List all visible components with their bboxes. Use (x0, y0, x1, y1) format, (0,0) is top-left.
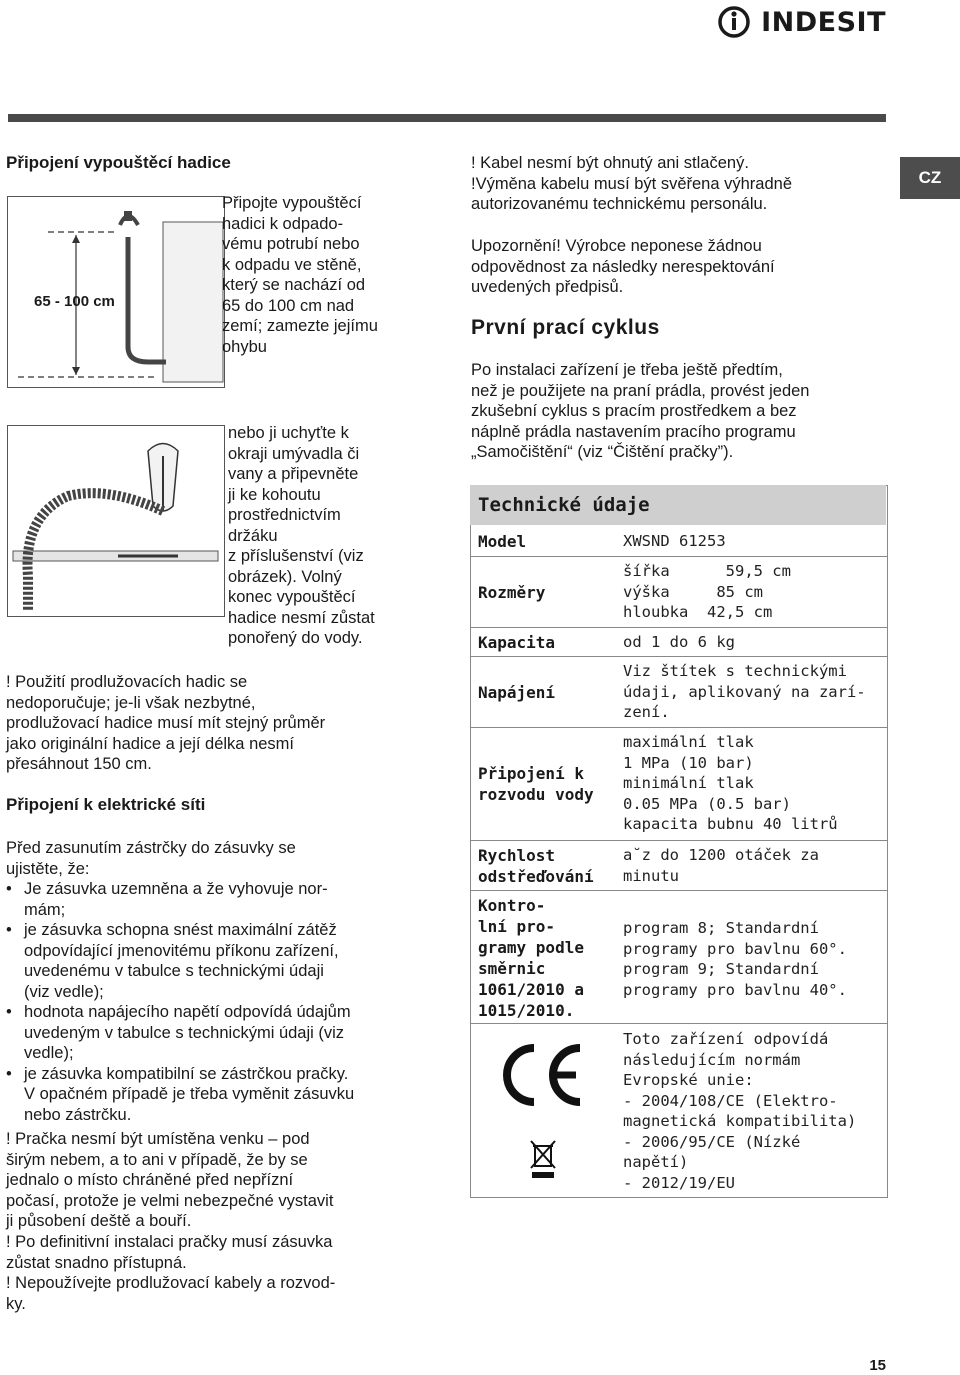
row-value-model: XWSND 61253 (623, 532, 726, 550)
checklist-item: • je zásuvka kompatibilní se zástrčkou pračky. V opačném případě je třeba vyměnit zásuvku nebo zástrčku. (6, 1064, 446, 1126)
row-label-test-programs: Kontro- lní pro- gramy podle směrnic 1061/2010 a 1015/2010. (478, 896, 584, 1020)
weee-bin-icon (528, 1138, 558, 1180)
drain-instructions-1: Připojte vypouštěcí hadici k odpado- vému potrubí nebo k odpadu ve stěně, který se nachází od 65 do 100 cm nad zemí; zamezte jejímu ohybu (222, 194, 378, 356)
extension-hose-warning: ! Použití prodlužovacích hadic se nedoporučuje; je-li však nezbytné, prodlužovací hadice musí mít stejný průměr jako originální hadice a její délka nesmí přesáhnout 150 cm. (6, 673, 326, 773)
header-divider (8, 114, 886, 122)
first-cycle-text: Po instalaci zařízení je třeba ještě předtím, než je použijete na praní prádla, provést jeden zkušební cyklus s pracím prostředkem a bez náplně prádla nastavením pracího programu „Samočištění“ (viz “Čištění pračky”). (471, 361, 810, 461)
row-value-test-programs: program 8; Standardní programy pro bavlnu 60°. program 9; Standardní programy pro bavlnu 40°. (623, 919, 847, 999)
row-divider (470, 840, 887, 841)
row-value-water: maximální tlak 1 MPa (10 bar) minimální tlak 0.05 MPa (0.5 bar) kapacita bubnu 40 litrů (623, 733, 838, 833)
liability-notice: Upozornění! Výrobce neponese žádnou odpovědnost za následky nerespektování uvedených předpisů. (471, 237, 775, 296)
technical-data-title: Technické údaje (478, 494, 650, 516)
row-value-power: Viz štítek s technickými údaji, aplikovaný na zarí- zení. (623, 662, 866, 721)
indesit-logo-icon (717, 5, 755, 39)
cable-warning: ! Kabel nesmí být ohnutý ani stlačený. !Výměna kabelu musí být svěřena výhradně autorizovanému technickému personálu. (471, 154, 793, 213)
first-cycle-title: První prací cyklus (471, 316, 660, 339)
row-divider (470, 890, 887, 891)
row-label-water: Připojení k rozvodu vody (478, 764, 594, 804)
ce-mark-icon (496, 1040, 586, 1110)
height-range-label: 65 - 100 cm (34, 293, 115, 310)
row-label-power: Napájení (478, 683, 556, 702)
row-value-capacity: od 1 do 6 kg (623, 633, 735, 651)
brand-name: INDESIT (761, 6, 886, 38)
row-divider (470, 656, 887, 657)
electrical-section-title: Připojení k elektrické síti (6, 795, 206, 814)
drain-height-figure (7, 196, 225, 388)
extension-cable-warning: ! Nepoužívejte prodlužovací kabely a rozvod- ky. (6, 1274, 336, 1313)
row-label-capacity: Kapacita (478, 633, 556, 652)
row-value-spin: a˘z do 1200 otáček za minutu (623, 846, 819, 885)
row-value-dimensions: šířka 59,5 cm výška 85 cm hloubka 42,5 cm (623, 562, 791, 621)
checklist-item: • hodnota napájecího napětí odpovídá údajům uvedeným v tabulce s technickými údaji (viz vedle); (6, 1002, 446, 1064)
electrical-intro: Před zasunutím zástrčky do zásuvky se ujistěte, že: (6, 839, 296, 878)
row-label-spin: Rychlost odstřeďování (478, 846, 594, 886)
electrical-checklist (6, 879, 446, 1125)
row-divider (470, 556, 887, 557)
socket-access-warning: ! Po definitivní instalaci pračky musí zásuvka zůstat snadno přístupná. (6, 1233, 333, 1272)
sink-hook-figure (7, 425, 225, 617)
drain-instructions-2: nebo ji uchyťte k okraji umývadla či vany a připevněte ji ke kohoutu prostřednictvím držáku z příslušenství (viz obrázek). Volný konec vypouštěcí hadice nesmí zůstat ponořený do vody. (228, 424, 375, 647)
language-tab: CZ (900, 157, 960, 199)
drain-section-title: Připojení vypouštěcí hadice (6, 153, 231, 172)
page-number: 15 (869, 1357, 886, 1374)
eu-compliance-text: Toto zařízení odpovídá následujícím normám Evropské unie: - 2004/108/CE (Elektro- magnetická kompatibilita) - 2006/95/CE (Nízké napětí) - 2012/19/EU (623, 1030, 857, 1192)
outdoor-warning: ! Pračka nesmí být umístěna venku – pod širým nebem, a to ani v případě, že by se jednalo o místo chráněné před nepřízní počasí, protože je velmi nebezpečné vystavit ji působení deště a bouří. (6, 1130, 334, 1230)
row-divider (470, 727, 887, 728)
brand-logo (717, 4, 886, 40)
row-divider (470, 627, 887, 628)
checklist-item: • je zásuvka schopna snést maximální zátěž odpovídající jmenovitému příkonu zařízení, uvedenému v tabulce s technickými údaji (viz vedle); (6, 920, 446, 1002)
row-label-dimensions: Rozměry (478, 583, 546, 602)
row-divider (470, 1023, 887, 1024)
drain-height-illustration (8, 197, 224, 387)
sink-hook-illustration (8, 426, 224, 616)
row-label-model: Model (478, 532, 527, 551)
checklist-item: • Je zásuvka uzemněna a že vyhovuje nor- mám; (6, 879, 446, 920)
